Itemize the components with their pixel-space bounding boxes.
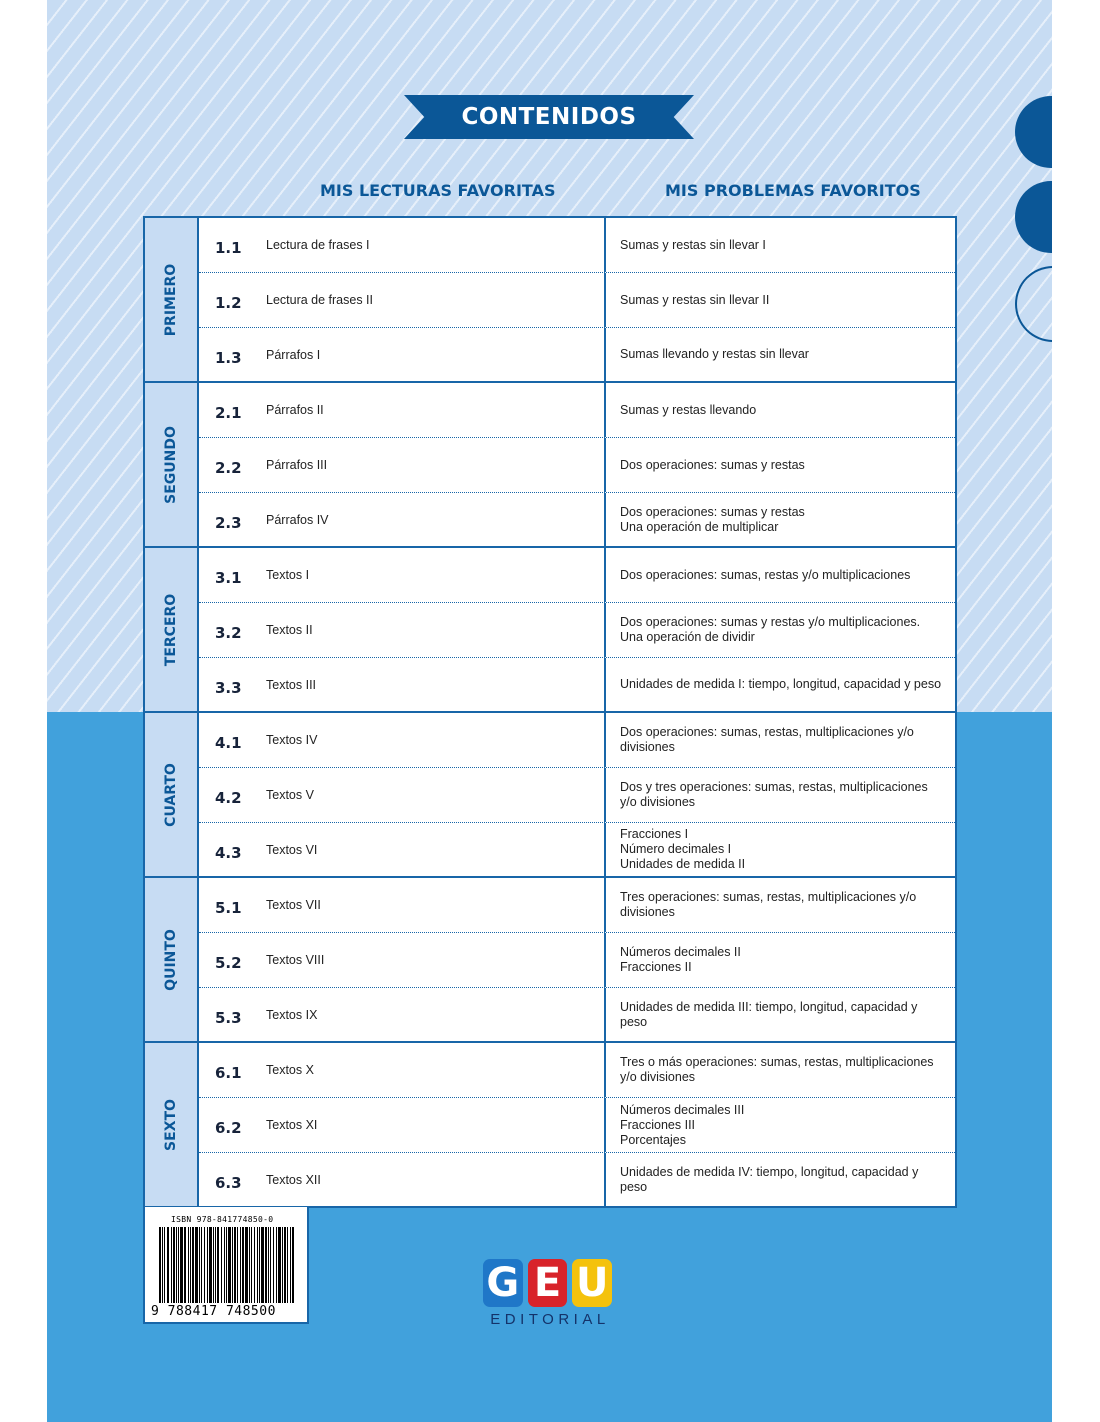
- lectura-title: Textos XII: [253, 1153, 606, 1206]
- problema-title: Sumas llevando y restas sin llevar: [620, 347, 809, 361]
- lectura-title: Textos VIII: [253, 933, 606, 987]
- contents-table: [143, 216, 957, 1208]
- table-row: [199, 1043, 955, 1098]
- unit-number: 2.1: [215, 404, 242, 422]
- problema-title: Dos operaciones: sumas y restas Una operación de multiplicar: [620, 504, 805, 534]
- grade-label-cell: [145, 218, 199, 381]
- unit-number: 5.1: [215, 899, 242, 917]
- lectura-title: Textos XI: [253, 1098, 606, 1152]
- grade-group: [145, 548, 955, 713]
- barcode-bars: [159, 1227, 295, 1303]
- page-title: CONTENIDOS: [461, 104, 637, 130]
- lectura-title: Lectura de frases II: [253, 273, 606, 327]
- lectura-title: Párrafos I: [253, 328, 606, 381]
- grade-group: [145, 383, 955, 548]
- unit-number: 3.1: [215, 569, 242, 587]
- lectura-title: Párrafos III: [253, 438, 606, 492]
- table-row: [199, 713, 955, 768]
- problema-title: Dos y tres operaciones: sumas, restas, multiplicaciones y/o divisiones: [620, 780, 928, 809]
- table-row: [199, 658, 955, 711]
- problema-title: Dos operaciones: sumas y restas y/o multiplicaciones. Una operación de dividir: [620, 615, 921, 644]
- problema-title: Sumas y restas sin llevar II: [620, 292, 770, 307]
- table-row: [199, 933, 955, 988]
- problema-title: Unidades de medida IV: tiempo, longitud, capacidad y peso: [620, 1164, 919, 1194]
- table-row: [199, 988, 955, 1041]
- problema-title: Tres o más operaciones: sumas, restas, multiplicaciones y/o divisiones: [620, 1055, 934, 1084]
- table-row: [199, 438, 955, 493]
- lectura-title: Lectura de frases I: [253, 218, 606, 272]
- grade-label: QUINTO: [163, 928, 179, 991]
- problema-title: Unidades de medida I: tiempo, longitud, capacidad y peso: [620, 677, 942, 691]
- logo-letter-u: U: [572, 1259, 612, 1307]
- grade-group: [145, 713, 955, 878]
- grade-group: [145, 218, 955, 383]
- table-row: [199, 273, 955, 328]
- grade-label-cell: [145, 548, 199, 711]
- problema-title: Dos operaciones: sumas, restas, multiplicaciones y/o divisiones: [620, 725, 914, 754]
- unit-number: 1.1: [215, 239, 242, 257]
- book-back-cover: [47, 0, 1052, 1422]
- lectura-title: Textos V: [253, 768, 606, 822]
- table-row: [199, 383, 955, 438]
- grade-label-cell: [145, 1043, 199, 1206]
- table-row: [199, 823, 955, 876]
- table-row: [199, 1098, 955, 1153]
- unit-number: 2.2: [215, 459, 242, 477]
- barcode: [143, 1207, 309, 1324]
- table-row: [199, 218, 955, 273]
- lectura-title: Textos III: [253, 658, 606, 711]
- table-row: [199, 328, 955, 381]
- problema-title: Sumas y restas llevando: [620, 402, 757, 417]
- problema-title: Dos operaciones: sumas, restas y/o multiplicaciones: [620, 567, 911, 582]
- problema-title: Tres operaciones: sumas, restas, multiplicaciones y/o divisiones: [620, 890, 917, 919]
- unit-number: 3.3: [215, 678, 242, 697]
- unit-number: 3.2: [215, 624, 242, 642]
- lectura-title: Textos II: [253, 603, 606, 657]
- logo-letter-e: E: [528, 1259, 568, 1307]
- grade-label-cell: [145, 713, 199, 876]
- unit-number: 4.1: [215, 734, 242, 752]
- grade-group: [145, 1043, 955, 1206]
- unit-number: 2.3: [215, 513, 242, 532]
- lectura-title: Textos X: [253, 1043, 606, 1097]
- column-header-lecturas: MIS LECTURAS FAVORITAS: [320, 181, 556, 200]
- unit-number: 4.2: [215, 789, 242, 807]
- lectura-title: Textos VII: [253, 878, 606, 932]
- unit-number: 5.2: [215, 954, 242, 972]
- table-row: [199, 603, 955, 658]
- grade-label: PRIMERO: [163, 263, 179, 336]
- table-row: [199, 493, 955, 546]
- table-row: [199, 768, 955, 823]
- table-row: [199, 548, 955, 603]
- grade-label: SEXTO: [163, 1098, 179, 1151]
- publisher-logo: [483, 1259, 617, 1313]
- barcode-number: 9 788417 748500: [151, 1304, 276, 1319]
- grade-label-cell: [145, 383, 199, 546]
- logo-letter-g: G: [483, 1259, 523, 1307]
- lectura-title: Textos IX: [253, 988, 606, 1041]
- problema-title: Dos operaciones: sumas y restas: [620, 457, 805, 472]
- grade-label-cell: [145, 878, 199, 1041]
- lectura-title: Textos IV: [253, 713, 606, 767]
- unit-number: 5.3: [215, 1008, 242, 1027]
- problema-title: Números decimales II Fracciones II: [620, 945, 741, 974]
- problema-title: Números decimales III Fracciones III Porcentajes: [620, 1102, 745, 1147]
- lectura-title: Textos I: [253, 548, 606, 602]
- problema-title: Sumas y restas sin llevar I: [620, 237, 766, 252]
- grade-label: SEGUNDO: [163, 425, 179, 504]
- grade-label: TERCERO: [163, 593, 180, 666]
- table-row: [199, 878, 955, 933]
- table-row: [199, 1153, 955, 1206]
- unit-number: 4.3: [215, 843, 242, 862]
- problema-title: Unidades de medida III: tiempo, longitud, capacidad y peso: [620, 999, 918, 1029]
- lectura-title: Párrafos II: [253, 383, 606, 437]
- grade-label: CUARTO: [163, 762, 179, 827]
- unit-number: 6.1: [215, 1064, 242, 1082]
- logo-subtitle: EDITORIAL: [490, 1311, 610, 1328]
- unit-number: 6.3: [215, 1173, 242, 1192]
- unit-number: 6.2: [215, 1119, 242, 1137]
- problema-title: Fracciones I Número decimales I Unidades de medida II: [620, 827, 746, 871]
- unit-number: 1.3: [215, 348, 242, 367]
- lectura-title: Textos VI: [253, 823, 606, 876]
- column-header-problemas: MIS PROBLEMAS FAVORITOS: [665, 181, 921, 200]
- lectura-title: Párrafos IV: [253, 493, 606, 546]
- isbn-text: ISBN 978-841774850-0: [171, 1215, 274, 1224]
- grade-group: [145, 878, 955, 1043]
- unit-number: 1.2: [215, 294, 242, 312]
